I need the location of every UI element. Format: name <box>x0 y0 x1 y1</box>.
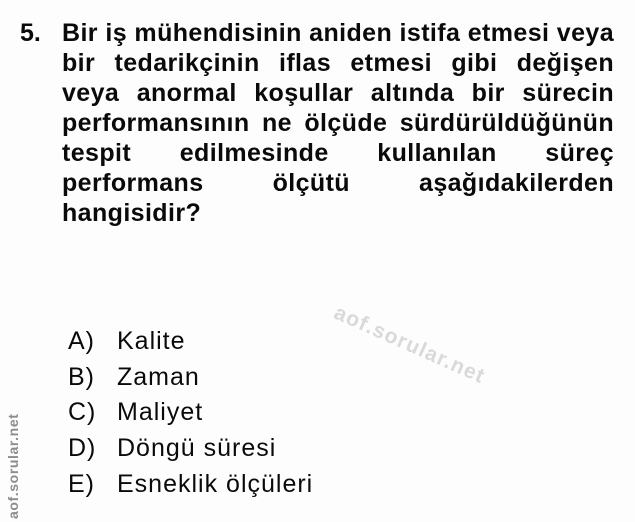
option-label: Döngü süresi <box>117 434 277 463</box>
question-line: performansının ne ölçüde sürdürüldüğünün <box>62 109 614 137</box>
question-text <box>62 18 614 228</box>
option-label: Kalite <box>117 327 186 355</box>
option-row-e <box>68 467 313 503</box>
option-letter: D) <box>68 434 97 463</box>
option-row-a <box>68 324 313 360</box>
question-line: hangisidir? <box>62 199 202 227</box>
question-line: veya anormal koşullar altında bir sürecin <box>62 79 614 107</box>
option-label: Zaman <box>117 362 200 391</box>
question-line: performans ölçütü aşağıdakilerden <box>62 169 614 197</box>
question-line: Bir iş mühendisinin aniden istifa etmesi veya <box>62 19 614 47</box>
option-letter: E) <box>68 469 95 498</box>
option-letter: C) <box>68 398 97 427</box>
option-letter: A) <box>68 327 95 355</box>
option-row-c <box>68 395 313 431</box>
watermark-diagonal: aof.sorular.net <box>330 301 489 389</box>
watermark-vertical: aof.sorular.net <box>5 413 21 519</box>
options-list <box>68 324 313 502</box>
option-label: Esneklik ölçüleri <box>117 469 314 498</box>
option-label: Maliyet <box>117 398 204 427</box>
option-row-d <box>68 431 313 467</box>
question-number: 5. <box>20 19 41 47</box>
option-row-b <box>68 360 313 396</box>
option-letter: B) <box>68 362 95 391</box>
question-line: bir tedarikçinin iflas etmesi gibi değişen <box>62 49 614 77</box>
question-line: tespit edilmesinde kullanılan süreç <box>62 139 614 167</box>
